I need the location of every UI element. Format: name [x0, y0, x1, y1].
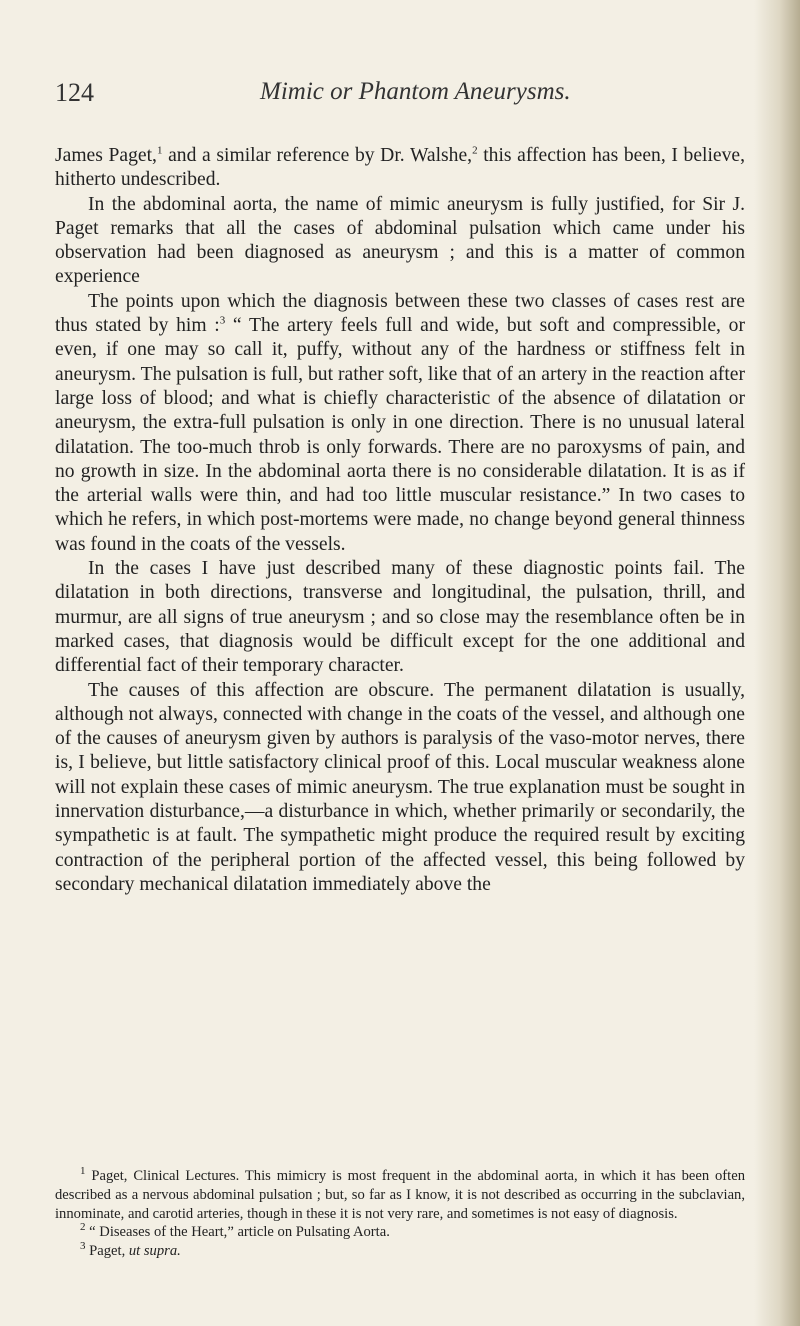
paragraph: The causes of this affection are obscure. The permanent dilatation is usually, although not always, connected with change in the coats of the vessel, and although one of the causes of aneurysm given by authors is paralysis of the vaso-motor nerves, there is, I believe, but little satisfactory clinical proof of this. Local muscular weakness alone will not explain these cases of mimic aneurysm. The true explanation must be sought in innervation disturbance,—a disturbance in which, whether primarily or secondarily, the sympathetic is at fault. The sympathetic might produce the required result by exciting contraction of the peripheral portion of the affected vessel, this being followed by secondary mechanical dilatation immediately above the: [55, 679, 745, 895]
paragraph: In the abdominal aorta, the name of mimic aneurysm is fully justified, for Sir J. Paget remarks that all the cases of abdominal pulsation which came under his observation had been diagnosed as aneurysm ; and this is a matter of common experience: [55, 193, 745, 288]
page-number: 124: [55, 78, 94, 107]
running-title: Mimic or Phantom Aneurysms.: [260, 78, 571, 105]
paragraph: The points upon which the diagnosis between these two classes of cases rest are thus stated by him :$^3$ “ The artery feels full and wide, but soft and compressible, or even, if one may so call it, puffy, without any of the hardness or stiffness felt in aneurysm. The pulsation is full, but rather soft, like that of an artery in the reaction after large loss of blood; and what is chiefly characteristic of the absence of dilatation or aneurysm, the extra-full pulsation is only in one direction. There is no unusual lateral dilatation. The too-much throb is only forwards. There are no paroxysms of pain, and no growth in size. In the abdominal aorta there is no considerable dilatation. It is as if the arterial walls were thin, and had too little muscular resistance.” In two cases to which he refers, in which post-mortems were made, no change beyond general thinness was found in the coats of the vessels.: [55, 290, 745, 555]
footnote-ref-2: 2: [472, 144, 478, 157]
footnote: $^3$ Paget, ut supra.: [80, 1240, 181, 1260]
paragraph-continuation: James Paget,$^1$ and a similar reference by Dr. Walshe,$^2$ this affection has been, I believe, hitherto undescribed.: [55, 144, 746, 191]
footnotes: [55, 1167, 745, 1261]
page-edge-shadow: [754, 0, 800, 1326]
footnote-ref-3: 3: [219, 314, 226, 327]
body-text: [55, 144, 745, 897]
footnote: $^2$ “ Diseases of the Heart,” article on Pulsating Aorta.: [80, 1221, 390, 1241]
paragraph: In the cases I have just described many of these diagnostic points fail. The dilatation in both directions, transverse and longitudinal, the pulsation, thrill, and murmur, are all signs of true aneurysm ; and so close may the resemblance often be in marked cases, that diagnosis would be difficult except for the one additional and differential fact of their temporary character.: [55, 558, 745, 677]
footnote-ref-1: 1: [156, 144, 163, 157]
running-header: [55, 78, 745, 108]
footnote: $^1$ Paget, Clinical Lectures. This mimicry is most frequent in the abdominal aorta, in which it has been often described as a nervous abdominal pulsation ; but, so far as I know, it is not described as occurring in the subclavian, innominate, and carotid arteries, though in these it is not very rare, and sometimes is not easy of diagnosis.: [55, 1165, 745, 1222]
